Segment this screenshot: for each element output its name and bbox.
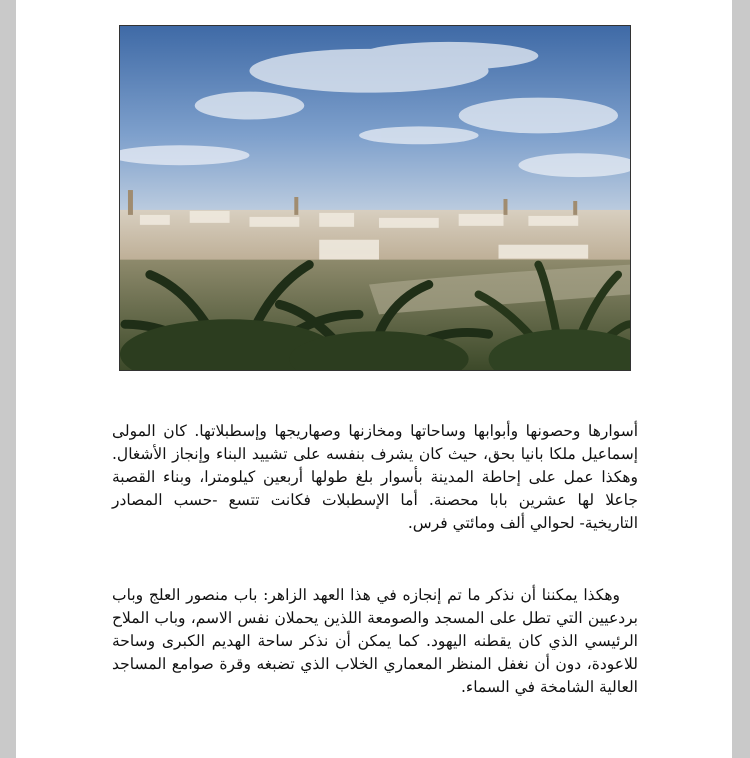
city-panorama-image	[120, 26, 630, 370]
paragraph-2: وهكذا يمكننا أن نذكر ما تم إنجازه في هذا العهد الزاهر: باب منصور العلج وباب بردعيين التي تطل على المسجد والصومعة اللذين يحملان نفس الاسم، وباب الملاح الرئيسي الذي كان يقطنه اليهود. كما يمكن أن نذكر ساحة الهديم الكبرى وساحة للاعودة، دون أن نغفل المنظر المعماري الخلاب الذي تضبغه وقرة صوامع المساجد العالية الشامخة في السماء.	[112, 585, 638, 696]
paragraph-1: أسوارها وحصونها وأبوابها وساحاتها ومخازنها وصهاريجها وإسطبلاتها. كان المولى إسماعيل ملكا بانيا بحق، حيث كان يشرف بنفسه على تشييد البناء وإنجاز الأشغال. وهكذا عمل على إحاطة المدينة بأسوار بلغ طولها أربعين كيلومترا، وبناء القصبة جاعلا لها عشرين بابا محصنة. أما الإسطبلات فكانت تتسع -حسب المصادر التاريخية- لحوالي ألف ومائتي فرس.	[112, 421, 638, 532]
city-panorama-photo	[119, 25, 631, 371]
document-page	[16, 0, 732, 758]
